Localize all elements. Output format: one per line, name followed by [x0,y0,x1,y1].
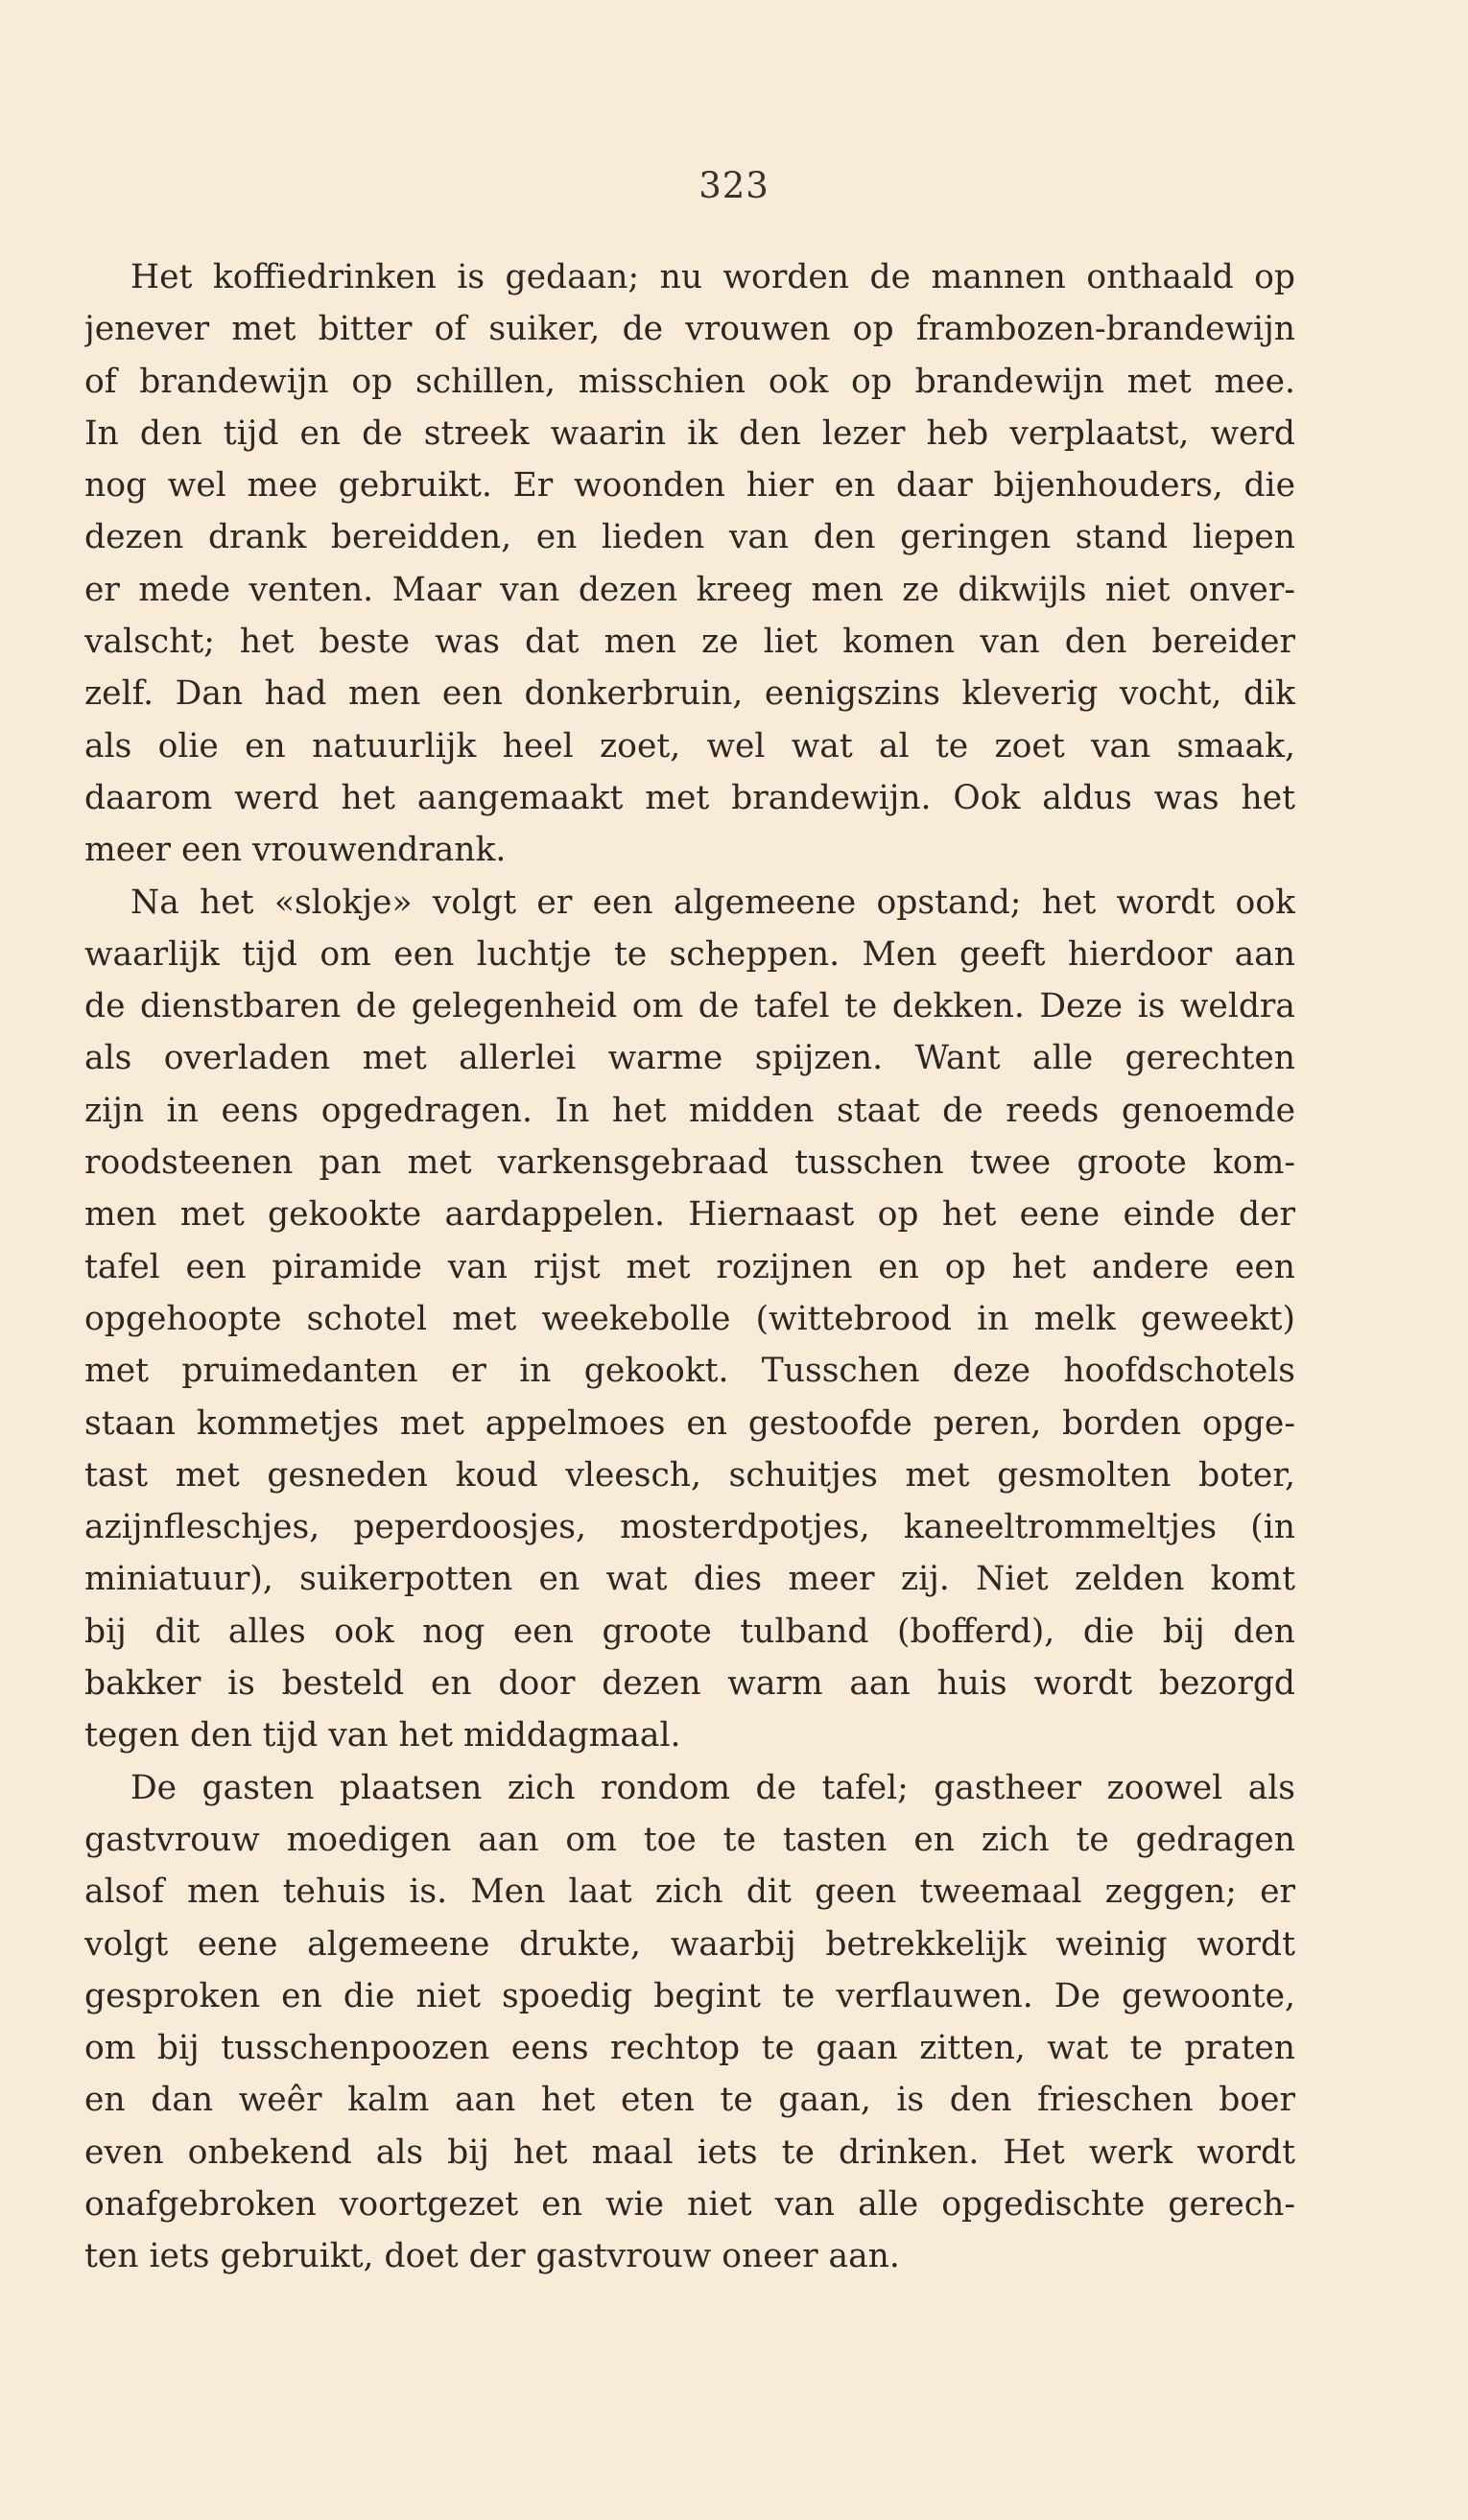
text-line: gastvrouw moedigen aan om toe te tasten en zich te gedragen [84,1820,1295,1859]
text-line: nog wel mee gebruikt. Er woonden hier en daar bijenhouders, die [84,466,1295,506]
text-line: er mede venten. Maar van dezen kreeg men ze dikwijls niet onver- [84,570,1295,609]
text-line: zijn in eens opgedragen. In het midden staat de reeds genoemde [84,1091,1295,1130]
text-line: als overladen met allerlei warme spijzen. Want alle gerechten [84,1039,1295,1078]
text-line: even onbekend als bij het maal iets te drinken. Het werk wordt [84,2132,1295,2172]
text-line: valscht; het beste was dat men ze liet komen van den bereider [84,623,1295,662]
text-line: roodsteenen pan met varkensgebraad tusschen twee groote kom- [84,1143,1295,1183]
text-line: meer een vrouwendrank. [84,831,507,870]
text-line: of brandewijn op schillen, misschien ook op brandewijn met mee. [84,362,1295,401]
text-line: opgehoopte schotel met weekebolle (wittebrood in melk geweekt) [84,1299,1295,1338]
text-line: bij dit alles ook nog een groote tulband (bofferd), die bij den [84,1612,1295,1651]
page-number: 323 [698,165,770,206]
text-line: volgt eene algemeene drukte, waarbij betrekkelijk weinig wordt [84,1924,1295,1964]
text-line: om bij tusschenpoozen eens rechtop te gaan zitten, wat te praten [84,2029,1295,2068]
text-line: met pruimedanten er in gekookt. Tusschen deze hoofdschotels [84,1352,1295,1391]
text-line: en dan weêr kalm aan het eten te gaan, is den frieschen boer [84,2081,1295,2120]
text-line: men met gekookte aardappelen. Hiernaast op het eene einde der [84,1195,1295,1235]
text-line: als olie en natuurlijk heel zoet, wel wat al te zoet van smaak, [84,726,1295,765]
text-line: de dienstbaren de gelegenheid om de tafel te dekken. Deze is weldra [84,987,1295,1026]
text-line: In den tijd en de streek waarin ik den lezer heb verplaatst, werd [84,413,1295,453]
text-line: bakker is besteld en door dezen warm aan huis wordt bezorgd [84,1664,1295,1704]
text-line: daarom werd het aangemaakt met brandewijn. Ook aldus was het [84,778,1295,817]
text-line: dezen drank bereidden, en lieden van den geringen stand liepen [84,518,1295,557]
text-line: Na het «slokje» volgt er een algemeene opstand; het wordt ook [130,883,1295,922]
text-line: onafgebroken voortgezet en wie niet van alle opgedischte gerech- [84,2184,1295,2224]
text-line: jenever met bitter of suiker, de vrouwen op frambozen-brandewijn [84,310,1295,349]
text-line: alsof men tehuis is. Men laat zich dit geen tweemaal zeggen; er [84,1872,1295,1912]
text-line: gesproken en die niet spoedig begint te verflauwen. De gewoonte, [84,1976,1295,2015]
text-line: waarlijk tijd om een luchtje te scheppen. Men geeft hierdoor aan [84,934,1295,974]
text-line: ten iets gebruikt, doet der gastvrouw oneer aan. [84,2237,900,2276]
text-line: tegen den tijd van het middagmaal. [84,1716,681,1755]
text-line: staan kommetjes met appelmoes en gestoofde peren, borden opge- [84,1403,1295,1443]
text-line: zelf. Dan had men een donkerbruin, eenigszins kleverig vocht, dik [84,674,1295,714]
text-line: miniatuur), suikerpotten en wat dies meer zij. Niet zelden komt [84,1560,1295,1599]
text-line: tast met gesneden koud vleesch, schuitjes met gesmolten boter, [84,1455,1295,1495]
text-line: Het koffiedrinken is gedaan; nu worden de mannen onthaald op [130,258,1295,296]
body-text [84,251,1295,2283]
text-line: azijnfleschjes, peperdoosjes, mosterdpotjes, kaneeltrommeltjes (in [84,1508,1295,1547]
text-line: tafel een piramide van rijst met rozijnen en op het andere een [84,1247,1295,1286]
text-line: De gasten plaatsen zich rondom de tafel; gastheer zoowel als [130,1768,1295,1807]
